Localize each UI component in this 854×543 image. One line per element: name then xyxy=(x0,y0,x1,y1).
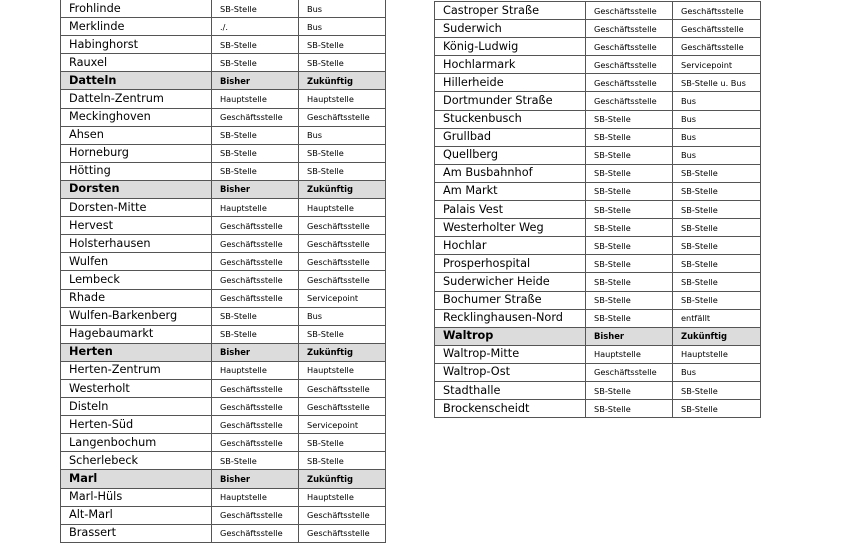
status-after-cell: Bus xyxy=(299,126,386,144)
status-after-cell: SB-Stelle xyxy=(673,219,761,237)
group-name-cell: Dorsten xyxy=(61,180,212,198)
table-row xyxy=(435,92,761,110)
status-before-cell: SB-Stelle xyxy=(212,307,299,325)
status-before-cell: Geschäftsstelle xyxy=(586,363,673,381)
status-before-cell: SB-Stelle xyxy=(212,126,299,144)
group-header-row xyxy=(61,180,386,198)
status-before-cell: SB-Stelle xyxy=(586,237,673,255)
status-before-cell: SB-Stelle xyxy=(586,309,673,327)
status-before-cell: Geschäftsstelle xyxy=(212,506,299,524)
status-after-cell: Geschäftsstelle xyxy=(299,506,386,524)
group-name-cell: Herten xyxy=(61,343,212,361)
table-row xyxy=(61,18,386,36)
status-before-cell: SB-Stelle xyxy=(586,291,673,309)
status-after-cell: Geschäftsstelle xyxy=(299,379,386,397)
status-before-cell: SB-Stelle xyxy=(212,144,299,162)
branch-name-cell: Frohlinde xyxy=(61,0,212,18)
branch-name-cell: Wulfen xyxy=(61,253,212,271)
group-name-cell: Datteln xyxy=(61,72,212,90)
table-row xyxy=(435,381,761,399)
branch-name-cell: Am Busbahnhof xyxy=(435,164,586,182)
branch-name-cell: Quellberg xyxy=(435,146,586,164)
branch-name-cell: Rhade xyxy=(61,289,212,307)
branch-name-cell: Hillerheide xyxy=(435,74,586,92)
table-row xyxy=(435,74,761,92)
table-row xyxy=(61,524,386,542)
status-before-cell: SB-Stelle xyxy=(212,162,299,180)
table-row xyxy=(61,416,386,434)
branch-name-cell: Prosperhospital xyxy=(435,255,586,273)
table-row xyxy=(435,309,761,327)
status-before-cell: SB-Stelle xyxy=(586,128,673,146)
table-row xyxy=(61,54,386,72)
status-after-cell: Servicepoint xyxy=(673,56,761,74)
table-row xyxy=(61,434,386,452)
branch-name-cell: Suderwicher Heide xyxy=(435,273,586,291)
branch-name-cell: Merklinde xyxy=(61,18,212,36)
branch-name-cell: Horneburg xyxy=(61,144,212,162)
group-name-cell: Marl xyxy=(61,470,212,488)
status-before-cell: Geschäftsstelle xyxy=(586,38,673,56)
table-row xyxy=(61,235,386,253)
table-row xyxy=(61,506,386,524)
status-after-cell: entfällt xyxy=(673,309,761,327)
status-before-cell: Hauptstelle xyxy=(212,488,299,506)
branch-name-cell: Bochumer Straße xyxy=(435,291,586,309)
branch-name-cell: Castroper Straße xyxy=(435,2,586,20)
status-before-cell: Geschäftsstelle xyxy=(212,289,299,307)
status-after-cell: Hauptstelle xyxy=(299,90,386,108)
table-row xyxy=(435,345,761,363)
status-after-cell: SB-Stelle xyxy=(299,452,386,470)
status-after-cell: SB-Stelle xyxy=(673,400,761,418)
status-before-cell: Hauptstelle xyxy=(212,199,299,217)
group-name-cell: Waltrop xyxy=(435,327,586,345)
status-before-cell: Hauptstelle xyxy=(586,345,673,363)
status-before-cell: SB-Stelle xyxy=(586,219,673,237)
status-before-cell: SB-Stelle xyxy=(586,164,673,182)
status-after-cell: Hauptstelle xyxy=(299,488,386,506)
status-before-cell: Geschäftsstelle xyxy=(586,74,673,92)
status-after-cell: Bus xyxy=(299,0,386,18)
status-before-cell: Geschäftsstelle xyxy=(586,56,673,74)
column-header-zukuenftig: Zukünftig xyxy=(673,327,761,345)
status-after-cell: Geschäftsstelle xyxy=(299,217,386,235)
status-after-cell: Servicepoint xyxy=(299,289,386,307)
table-row xyxy=(61,0,386,18)
table-row xyxy=(61,488,386,506)
status-after-cell: SB-Stelle xyxy=(673,381,761,399)
status-after-cell: Geschäftsstelle xyxy=(299,253,386,271)
branch-table-right xyxy=(434,1,761,418)
status-before-cell: Geschäftsstelle xyxy=(586,2,673,20)
status-before-cell: SB-Stelle xyxy=(586,182,673,200)
table-row xyxy=(435,291,761,309)
status-after-cell: SB-Stelle xyxy=(673,291,761,309)
status-after-cell: SB-Stelle xyxy=(299,36,386,54)
group-header-row xyxy=(435,327,761,345)
table-row xyxy=(435,2,761,20)
column-header-zukuenftig: Zukünftig xyxy=(299,180,386,198)
branch-name-cell: Disteln xyxy=(61,398,212,416)
branch-name-cell: Holsterhausen xyxy=(61,235,212,253)
status-before-cell: SB-Stelle xyxy=(586,146,673,164)
branch-name-cell: Hochlar xyxy=(435,237,586,255)
status-after-cell: Geschäftsstelle xyxy=(673,2,761,20)
status-after-cell: Bus xyxy=(673,363,761,381)
status-before-cell: ./. xyxy=(212,18,299,36)
table-row xyxy=(435,201,761,219)
status-before-cell: SB-Stelle xyxy=(586,255,673,273)
status-after-cell: Geschäftsstelle xyxy=(673,38,761,56)
status-before-cell: SB-Stelle xyxy=(586,400,673,418)
table-row xyxy=(435,237,761,255)
table-body xyxy=(61,0,386,542)
table-row xyxy=(61,361,386,379)
branch-name-cell: Dortmunder Straße xyxy=(435,92,586,110)
status-after-cell: Bus xyxy=(673,146,761,164)
branch-name-cell: Stadthalle xyxy=(435,381,586,399)
branch-name-cell: Herten-Zentrum xyxy=(61,361,212,379)
table-row xyxy=(435,400,761,418)
status-after-cell: Geschäftsstelle xyxy=(299,398,386,416)
column-header-zukuenftig: Zukünftig xyxy=(299,470,386,488)
status-before-cell: SB-Stelle xyxy=(586,201,673,219)
status-after-cell: SB-Stelle u. Bus xyxy=(673,74,761,92)
group-header-row xyxy=(61,470,386,488)
table-row xyxy=(61,162,386,180)
status-after-cell: SB-Stelle xyxy=(673,273,761,291)
branch-name-cell: Alt-Marl xyxy=(61,506,212,524)
status-after-cell: Geschäftsstelle xyxy=(299,235,386,253)
branch-name-cell: Lembeck xyxy=(61,271,212,289)
status-before-cell: Geschäftsstelle xyxy=(212,434,299,452)
column-header-bisher: Bisher xyxy=(586,327,673,345)
column-header-zukuenftig: Zukünftig xyxy=(299,72,386,90)
status-before-cell: Geschäftsstelle xyxy=(212,108,299,126)
status-before-cell: Hauptstelle xyxy=(212,361,299,379)
branch-name-cell: Brockenscheidt xyxy=(435,400,586,418)
table-row xyxy=(435,38,761,56)
status-after-cell: SB-Stelle xyxy=(673,255,761,273)
status-after-cell: SB-Stelle xyxy=(299,54,386,72)
branch-name-cell: Suderwich xyxy=(435,20,586,38)
table-row xyxy=(435,255,761,273)
group-header-row xyxy=(61,72,386,90)
status-before-cell: SB-Stelle xyxy=(586,273,673,291)
branch-table-left xyxy=(60,0,386,543)
table-row xyxy=(61,452,386,470)
branch-name-cell: Habinghorst xyxy=(61,36,212,54)
status-before-cell: SB-Stelle xyxy=(586,381,673,399)
table-body xyxy=(435,2,761,418)
table-row xyxy=(61,199,386,217)
branch-name-cell: Meckinghoven xyxy=(61,108,212,126)
group-header-row xyxy=(61,343,386,361)
status-before-cell: SB-Stelle xyxy=(212,452,299,470)
table-row xyxy=(435,110,761,128)
status-before-cell: SB-Stelle xyxy=(212,54,299,72)
table-row xyxy=(435,182,761,200)
column-header-bisher: Bisher xyxy=(212,343,299,361)
branch-name-cell: Brassert xyxy=(61,524,212,542)
branch-name-cell: Palais Vest xyxy=(435,201,586,219)
status-after-cell: SB-Stelle xyxy=(299,162,386,180)
status-after-cell: SB-Stelle xyxy=(673,164,761,182)
branch-name-cell: Am Markt xyxy=(435,182,586,200)
branch-name-cell: Hervest xyxy=(61,217,212,235)
status-after-cell: SB-Stelle xyxy=(673,201,761,219)
status-after-cell: Geschäftsstelle xyxy=(299,108,386,126)
status-before-cell: Geschäftsstelle xyxy=(586,20,673,38)
table-row xyxy=(435,164,761,182)
branch-name-cell: Hochlarmark xyxy=(435,56,586,74)
branch-name-cell: Dorsten-Mitte xyxy=(61,199,212,217)
table-row xyxy=(61,36,386,54)
table-row xyxy=(435,128,761,146)
branch-name-cell: Grullbad xyxy=(435,128,586,146)
branch-name-cell: Recklinghausen-Nord xyxy=(435,309,586,327)
table-row xyxy=(61,126,386,144)
status-after-cell: Geschäftsstelle xyxy=(299,524,386,542)
status-after-cell: Geschäftsstelle xyxy=(299,271,386,289)
status-before-cell: Geschäftsstelle xyxy=(212,253,299,271)
status-before-cell: Geschäftsstelle xyxy=(212,271,299,289)
status-before-cell: Geschäftsstelle xyxy=(212,524,299,542)
status-after-cell: SB-Stelle xyxy=(299,144,386,162)
status-before-cell: Geschäftsstelle xyxy=(212,398,299,416)
status-after-cell: SB-Stelle xyxy=(673,237,761,255)
table-row xyxy=(435,20,761,38)
table-row xyxy=(61,325,386,343)
status-after-cell: Hauptstelle xyxy=(299,361,386,379)
status-before-cell: Geschäftsstelle xyxy=(212,379,299,397)
status-after-cell: SB-Stelle xyxy=(673,182,761,200)
branch-name-cell: Herten-Süd xyxy=(61,416,212,434)
column-header-bisher: Bisher xyxy=(212,470,299,488)
status-after-cell: Bus xyxy=(673,110,761,128)
table-row xyxy=(61,144,386,162)
branch-name-cell: Westerholt xyxy=(61,379,212,397)
table-row xyxy=(61,307,386,325)
table-row xyxy=(61,398,386,416)
table-row xyxy=(435,363,761,381)
table-row xyxy=(435,273,761,291)
status-after-cell: SB-Stelle xyxy=(299,434,386,452)
branch-name-cell: Scherlebeck xyxy=(61,452,212,470)
status-before-cell: Geschäftsstelle xyxy=(212,416,299,434)
status-after-cell: Hauptstelle xyxy=(673,345,761,363)
status-before-cell: SB-Stelle xyxy=(586,110,673,128)
table-row xyxy=(61,253,386,271)
table-row xyxy=(61,108,386,126)
status-after-cell: Hauptstelle xyxy=(299,199,386,217)
branch-name-cell: Marl-Hüls xyxy=(61,488,212,506)
table-row xyxy=(61,379,386,397)
table-row xyxy=(435,56,761,74)
status-after-cell: Geschäftsstelle xyxy=(673,20,761,38)
column-header-zukuenftig: Zukünftig xyxy=(299,343,386,361)
status-before-cell: Hauptstelle xyxy=(212,90,299,108)
status-before-cell: Geschäftsstelle xyxy=(212,217,299,235)
table-row xyxy=(61,289,386,307)
table-row xyxy=(61,90,386,108)
branch-name-cell: Hagebaumarkt xyxy=(61,325,212,343)
branch-name-cell: Hötting xyxy=(61,162,212,180)
table-row xyxy=(435,146,761,164)
status-before-cell: Geschäftsstelle xyxy=(586,92,673,110)
branch-name-cell: Stuckenbusch xyxy=(435,110,586,128)
status-before-cell: SB-Stelle xyxy=(212,36,299,54)
branch-name-cell: Langenbochum xyxy=(61,434,212,452)
status-before-cell: SB-Stelle xyxy=(212,325,299,343)
branch-name-cell: Waltrop-Mitte xyxy=(435,345,586,363)
column-header-bisher: Bisher xyxy=(212,72,299,90)
branch-name-cell: Westerholter Weg xyxy=(435,219,586,237)
table-row xyxy=(61,271,386,289)
branch-name-cell: Waltrop-Ost xyxy=(435,363,586,381)
column-header-bisher: Bisher xyxy=(212,180,299,198)
status-after-cell: Bus xyxy=(299,18,386,36)
status-after-cell: SB-Stelle xyxy=(299,325,386,343)
table-row xyxy=(435,219,761,237)
branch-name-cell: Wulfen-Barkenberg xyxy=(61,307,212,325)
status-after-cell: Bus xyxy=(299,307,386,325)
status-after-cell: Servicepoint xyxy=(299,416,386,434)
table-row xyxy=(61,217,386,235)
status-before-cell: SB-Stelle xyxy=(212,0,299,18)
status-after-cell: Bus xyxy=(673,92,761,110)
status-before-cell: Geschäftsstelle xyxy=(212,235,299,253)
status-after-cell: Bus xyxy=(673,128,761,146)
branch-name-cell: Rauxel xyxy=(61,54,212,72)
branch-name-cell: Datteln-Zentrum xyxy=(61,90,212,108)
branch-name-cell: Ahsen xyxy=(61,126,212,144)
branch-name-cell: König-Ludwig xyxy=(435,38,586,56)
